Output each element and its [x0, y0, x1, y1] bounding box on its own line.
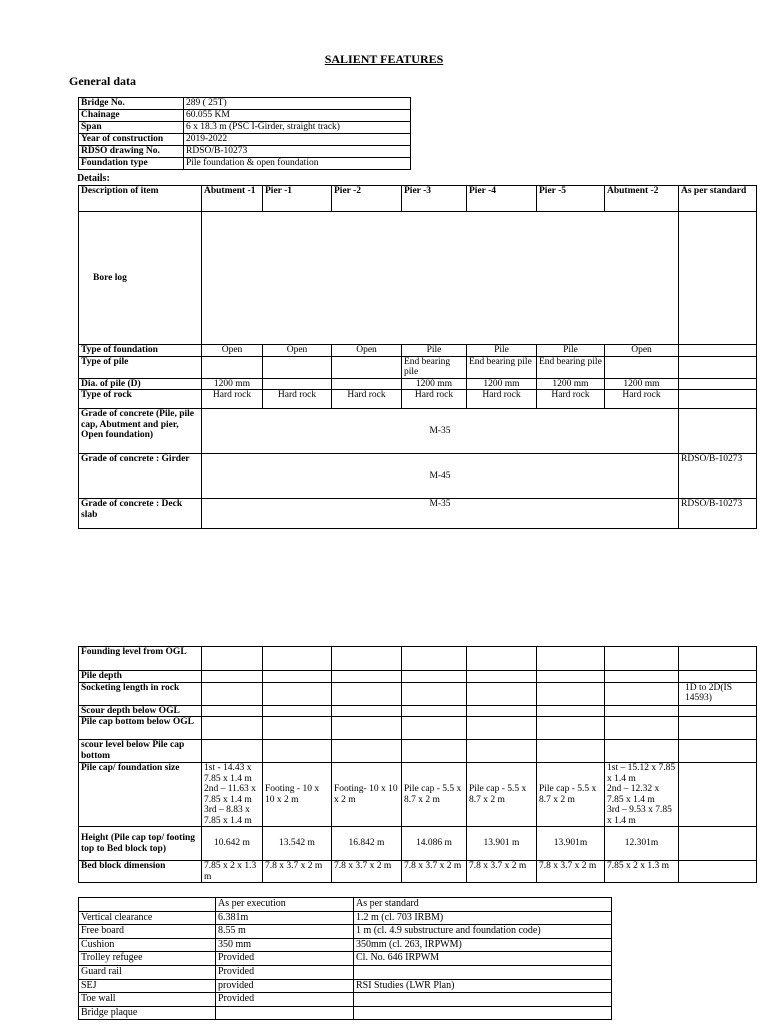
table-cell: 7.8 x 3.7 x 2 m — [263, 861, 332, 883]
general-data-heading: General data — [69, 74, 136, 88]
row-label: Bed block dimension — [79, 861, 202, 883]
general-value: 6 x 18.3 m (PSC I-Girder, straight track) — [184, 122, 411, 134]
table-row — [79, 925, 612, 939]
table-row — [79, 705, 757, 717]
table-cell — [263, 378, 332, 390]
cell-line: 2nd – 11.63 x 7.85 x 1.4 m — [204, 784, 256, 805]
table-row — [79, 952, 612, 966]
table-row — [79, 499, 757, 529]
table-cell: 13.901m — [537, 827, 605, 861]
table-cell: 350mm (cl. 263, IRPWM) — [354, 938, 612, 952]
table-cell: 1200 mm — [605, 378, 679, 390]
table-cell — [679, 212, 757, 345]
general-value: 2019-2022 — [184, 134, 411, 146]
table-cell: 1 m (cl. 4.9 substructure and foundation code) — [354, 925, 612, 939]
table-cell: RSI Studies (LWR Plan) — [354, 979, 612, 993]
table-cell: 7.8 x 3.7 x 2 m — [467, 861, 537, 883]
table-cell: Hard rock — [202, 390, 263, 409]
row-label: Cushion — [79, 938, 216, 952]
table-cell: 13.901 m — [467, 827, 537, 861]
table-cell: Hard rock — [402, 390, 467, 409]
table-cell — [263, 356, 332, 378]
row-label: Type of foundation — [79, 345, 202, 357]
table-cell — [216, 1006, 354, 1020]
table-cell: 8.55 m — [216, 925, 354, 939]
table-cell: Hard rock — [467, 390, 537, 409]
table-cell: 7.8 x 3.7 x 2 m — [332, 861, 402, 883]
table-cell — [679, 390, 757, 409]
cell-line: 1st – 15.12 x 7.85 x 1.4 m — [607, 763, 676, 784]
table-cell — [202, 763, 263, 827]
bore-log-label: Bore log — [79, 212, 202, 345]
table-row — [79, 158, 411, 170]
column-header: As per standard — [354, 898, 612, 912]
table-cell: End bearing pile — [467, 356, 537, 378]
cell-line: 2nd – 12.32 x 7.85 x 1.4 m — [607, 784, 660, 805]
grade-value: M-35 — [202, 499, 679, 529]
table-row — [79, 390, 757, 409]
table-cell: Hard rock — [263, 390, 332, 409]
row-label: Height (Pile cap top/ footing top to Bed block top) — [79, 827, 202, 861]
row-label: Bridge plaque — [79, 1006, 216, 1020]
table-cell: 7.8 x 3.7 x 2 m — [537, 861, 605, 883]
general-value: Pile foundation & open foundation — [184, 158, 411, 170]
row-label: Grade of concrete (Pile, pile cap, Abutment and pier, Open foundation) — [79, 409, 202, 454]
column-header: Pier -4 — [467, 186, 537, 212]
table-row — [79, 98, 411, 110]
table-cell: Footing - 10 x 10 x 2 m — [263, 763, 332, 827]
row-label: Toe wall — [79, 993, 216, 1007]
table-cell: Open — [263, 345, 332, 357]
table-cell: 6.381m — [216, 911, 354, 925]
table-cell — [679, 378, 757, 390]
table-row — [79, 345, 757, 357]
column-header: Pier -3 — [402, 186, 467, 212]
page-title: SALIENT FEATURES — [324, 52, 444, 66]
table-row — [79, 454, 757, 499]
table-cell: RDSO/B-10273 — [679, 499, 757, 529]
table-cell: 1200 mm — [537, 378, 605, 390]
table-cell: 16.842 m — [332, 827, 402, 861]
table-cell: Open — [605, 345, 679, 357]
table-cell: 7.85 x 2 x 1.3 m — [605, 861, 679, 883]
table-cell: 7.85 x 2 x 1.3 m — [202, 861, 263, 883]
cell-line: 3rd – 8.83 x 7.85 x 1.4 m — [204, 805, 252, 826]
table-row — [79, 122, 411, 134]
table-row — [79, 378, 757, 390]
table-cell: 1200 mm — [202, 378, 263, 390]
column-header: As per standard — [679, 186, 757, 212]
general-value: RDSO/B-10273 — [184, 146, 411, 158]
general-data-table — [78, 97, 411, 170]
table-cell: 350 mm — [216, 938, 354, 952]
details-table — [78, 185, 757, 529]
row-label: scour level below Pile cap bottom — [79, 740, 202, 763]
bore-log-area — [202, 212, 679, 345]
row-label: SEJ — [79, 979, 216, 993]
table-cell: Pile cap - 5.5 x 8.7 x 2 m — [467, 763, 537, 827]
table-cell: End bearing pile — [402, 356, 467, 378]
row-label: Dia. of pile (D) — [79, 378, 202, 390]
cell-line: 1st - 14.43 x 7.85 x 1.4 m — [204, 763, 252, 784]
row-label: Guard rail — [79, 966, 216, 980]
column-header — [79, 898, 216, 912]
table-row — [79, 356, 757, 378]
table-row — [79, 763, 757, 827]
row-label: Vertical clearance — [79, 911, 216, 925]
row-label: Pile cap/ foundation size — [79, 763, 202, 827]
general-label: Chainage — [79, 110, 184, 122]
table-cell: Hard rock — [605, 390, 679, 409]
table-cell — [679, 409, 757, 454]
general-label: Span — [79, 122, 184, 134]
table-row — [79, 966, 612, 980]
table-cell: Provided — [216, 952, 354, 966]
table-cell: 1200 mm — [402, 378, 467, 390]
table-cell — [679, 345, 757, 357]
table-row — [79, 993, 612, 1007]
row-label: Pile depth — [79, 671, 202, 683]
row-label: Scour depth below OGL — [79, 705, 202, 717]
table-row — [79, 110, 411, 122]
table-row — [79, 861, 757, 883]
table-cell — [605, 763, 679, 827]
column-header: Pier -5 — [537, 186, 605, 212]
table-row — [79, 827, 757, 861]
general-label: Year of construction — [79, 134, 184, 146]
table-cell — [679, 356, 757, 378]
grade-value: M-35 — [202, 409, 679, 454]
table-cell: Provided — [216, 993, 354, 1007]
table-cell: 1200 mm — [467, 378, 537, 390]
table-cell: 1.2 m (cl. 703 IRBM) — [354, 911, 612, 925]
table-row — [79, 938, 612, 952]
general-label: RDSO drawing No. — [79, 146, 184, 158]
row-label: Pile cap bottom below OGL — [79, 717, 202, 740]
table-cell: Open — [202, 345, 263, 357]
levels-table — [78, 646, 757, 883]
table-cell: 10.642 m — [202, 827, 263, 861]
table-row — [79, 979, 612, 993]
table-cell: Pile cap - 5.5 x 8.7 x 2 m — [537, 763, 605, 827]
table-cell: Pile — [467, 345, 537, 357]
table-cell — [332, 356, 402, 378]
table-row — [79, 1006, 612, 1020]
table-cell: Pile cap - 5.5 x 8.7 x 2 m — [402, 763, 467, 827]
row-label: Trolley refugee — [79, 952, 216, 966]
table-cell: Pile — [402, 345, 467, 357]
table-cell: provided — [216, 979, 354, 993]
table-row — [79, 911, 612, 925]
table-cell: Hard rock — [332, 390, 402, 409]
table-header-row — [79, 186, 757, 212]
table-cell: Open — [332, 345, 402, 357]
table-cell: Hard rock — [537, 390, 605, 409]
table-cell — [202, 356, 263, 378]
cell-line: 3rd – 9.53 x 7.85 x 1.4 m — [607, 805, 672, 826]
table-cell: Cl. No. 646 IRPWM — [354, 952, 612, 966]
table-row — [79, 671, 757, 683]
row-label: Free board — [79, 925, 216, 939]
table-cell: 7.8 x 3.7 x 2 m — [402, 861, 467, 883]
general-value: 60.055 KM — [184, 110, 411, 122]
general-label: Foundation type — [79, 158, 184, 170]
table-cell: Provided — [216, 966, 354, 980]
column-header: Pier -2 — [332, 186, 402, 212]
table-row — [79, 682, 757, 705]
row-label: Grade of concrete : Deck slab — [79, 499, 202, 529]
table-cell: RDSO/B-10273 — [679, 454, 757, 499]
column-header: Description of item — [79, 186, 202, 212]
table-row — [79, 740, 757, 763]
table-row — [79, 212, 757, 345]
table-cell: 14.086 m — [402, 827, 467, 861]
table-cell — [605, 356, 679, 378]
row-label: Type of pile — [79, 356, 202, 378]
execution-vs-standard-table — [78, 897, 612, 1020]
details-heading: Details: — [77, 173, 110, 184]
table-cell — [354, 966, 612, 980]
grade-value: M-45 — [202, 454, 679, 499]
table-row — [79, 717, 757, 740]
table-header-row — [79, 898, 612, 912]
table-cell: End bearing pile — [537, 356, 605, 378]
table-cell — [354, 1006, 612, 1020]
table-cell: Pile — [537, 345, 605, 357]
table-cell: 1D to 2D(IS 14593) — [679, 682, 757, 705]
table-cell — [332, 378, 402, 390]
table-row — [79, 146, 411, 158]
table-row — [79, 409, 757, 454]
table-cell — [354, 993, 612, 1007]
row-label: Socketing length in rock — [79, 682, 202, 705]
table-row — [79, 134, 411, 146]
column-header: Abutment -2 — [605, 186, 679, 212]
column-header: Abutment -1 — [202, 186, 263, 212]
row-label: Type of rock — [79, 390, 202, 409]
general-label: Bridge No. — [79, 98, 184, 110]
table-cell: 13.542 m — [263, 827, 332, 861]
table-row — [79, 647, 757, 671]
general-value: 289 ( 25T) — [184, 98, 411, 110]
table-cell: Footing- 10 x 10 x 2 m — [332, 763, 402, 827]
column-header: As per execution — [216, 898, 354, 912]
row-label: Founding level from OGL — [79, 647, 202, 671]
table-cell: 12.301m — [605, 827, 679, 861]
row-label: Grade of concrete : Girder — [79, 454, 202, 499]
column-header: Pier -1 — [263, 186, 332, 212]
